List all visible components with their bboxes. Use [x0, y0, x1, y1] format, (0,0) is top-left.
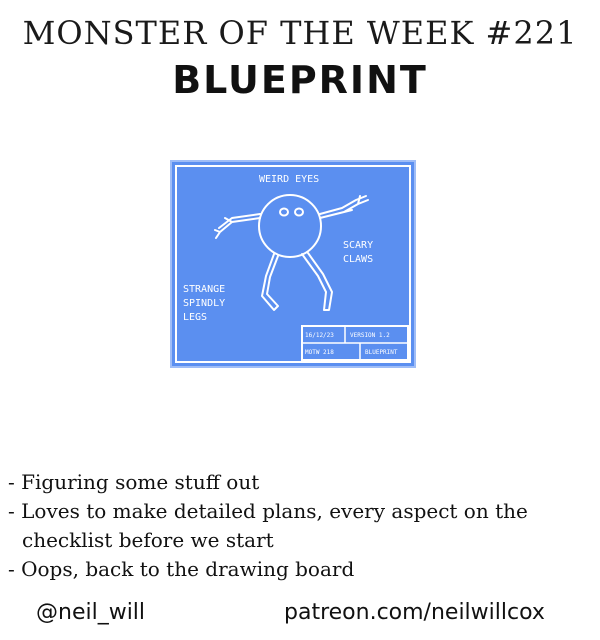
description-bullet-continuation	[8, 526, 600, 555]
blueprint-drawing	[170, 160, 416, 368]
description-bullet: - Oops, back to the drawing board	[8, 557, 355, 581]
title-block-version: VERSION 1.2	[350, 332, 390, 339]
title-block-date: 16/12/23	[305, 332, 334, 339]
description-bullet: - Loves to make detailed plans, every aspect on the	[8, 499, 528, 523]
blueprint-illustration	[170, 160, 416, 368]
label-weird-eyes: WEIRD EYES	[259, 174, 320, 185]
label-strange: STRANGE	[183, 284, 226, 295]
title-block-name: BLUEPRINT	[365, 349, 398, 356]
patreon-link: patreon.com/neilwillcox	[284, 600, 545, 625]
title-block-code: MOTW 218	[305, 349, 334, 356]
label-legs: LEGS	[183, 312, 208, 323]
social-handle: @neil_will	[36, 600, 146, 625]
monster-name: BLUEPRINT	[172, 58, 428, 102]
description-bullet: - Figuring some stuff out	[8, 470, 260, 494]
label-scary: SCARY	[343, 240, 374, 251]
description-list	[8, 468, 600, 584]
label-claws: CLAWS	[343, 254, 374, 265]
series-title: MONSTER OF THE WEEK #221	[22, 14, 578, 52]
description-continuation-text: checklist before we start	[22, 528, 274, 552]
label-spindly: SPINDLY	[183, 298, 226, 309]
